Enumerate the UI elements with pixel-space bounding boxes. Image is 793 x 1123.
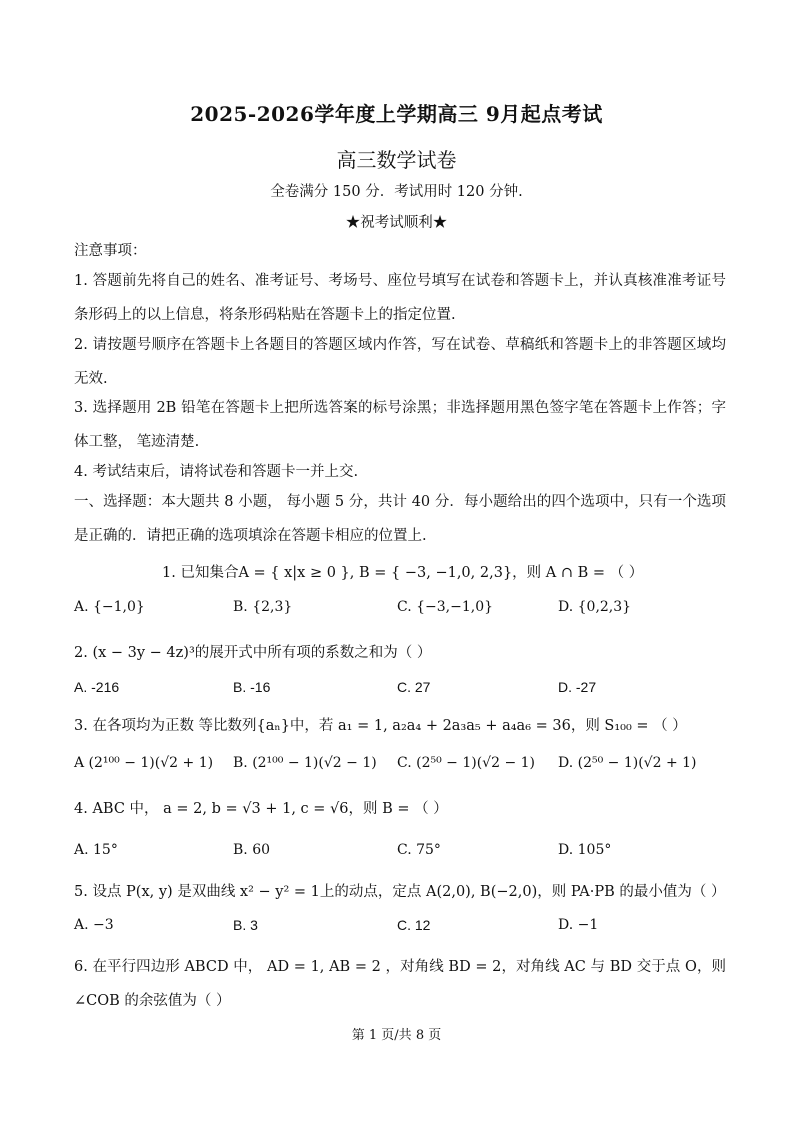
page-footer: 第 1 页/共 8 页 xyxy=(351,1028,442,1043)
q1-option-a: A. {−1,0} xyxy=(74,599,145,615)
question-5-stem: 5. 设点 P(x, y) 是双曲线 x² − y² = 1上的动点，定点 A(2,0), B(−2,0)，则 PA·PB 的最小值为（ ） xyxy=(74,884,726,900)
note-item-1: 1. 答题前先将自己的姓名、准考证号、考场号、座位号填写在试卷和答题卡上，并认真核准准考证号条形码上的以上信息，将条形码粘贴在答题卡上的指定位置. xyxy=(74,273,726,323)
question-3-stem: 3. 在各项均为正数 等比数列{aₙ}中，若 a₁ = 1, a₂a₄ + 2a₃a₅ + a₄a₆ = 36，则 S₁₀₀ = （ ） xyxy=(74,718,687,734)
note-item-3: 3. 选择题用 2B 铅笔在答题卡上把所选答案的标号涂黑；非选择题用黑色签字笔在答题卡上作答；字体工整， 笔迹清楚. xyxy=(74,400,726,450)
q5-option-b: B. 3 xyxy=(233,917,258,933)
q4-option-a: A. 15° xyxy=(74,842,118,858)
q4-option-c: C. 75° xyxy=(397,842,441,858)
q5-option-a: A. −3 xyxy=(74,917,114,933)
q1-option-c: C. {−3,−1,0} xyxy=(397,599,494,615)
q2-option-a: A. -216 xyxy=(74,679,120,695)
q3-option-c: C. (2⁵⁰ − 1)(√2 − 1) xyxy=(397,755,535,771)
q5-option-d: D. −1 xyxy=(558,917,599,933)
note-item-2: 2. 请按题号顺序在答题卡上各题目的答题区域内作答，写在试卷、草稿纸和答题卡上的非答题区域均无效. xyxy=(74,337,726,387)
q4-option-b: B. 60 xyxy=(233,842,271,858)
q1-option-d: D. {0,2,3} xyxy=(558,599,632,615)
exam-blessing: ★祝考试顺利★ xyxy=(345,215,448,231)
exam-subtitle: 高三数学试卷 xyxy=(336,148,457,172)
question-2-stem: 2. (x − 3y − 4z)³的展开式中所有项的系数之和为（ ） xyxy=(74,645,432,661)
exam-info: 全卷满分 150 分．考试用时 120 分钟. xyxy=(270,184,523,200)
q5-option-c: C. 12 xyxy=(397,917,431,933)
notes-heading: 注意事项： xyxy=(74,243,147,259)
q2-option-d: D. -27 xyxy=(558,679,597,695)
q2-option-b: B. -16 xyxy=(233,679,271,695)
q3-option-d: D. (2⁵⁰ − 1)(√2 + 1) xyxy=(558,755,697,771)
question-6-stem: 6. 在平行四边形 ABCD 中， AD = 1, AB = 2 ，对角线 BD = 2，对角线 AC 与 BD 交于点 O，则 ∠COB 的余弦值为（ ） xyxy=(74,959,726,1009)
question-1-stem: 1. 已知集合A = { x|x ≥ 0 }, B = { −3, −1,0, 2,3}，则 A ∩ B = （ ） xyxy=(162,565,644,581)
q3-option-b: B. (2¹⁰⁰ − 1)(√2 − 1) xyxy=(233,755,377,771)
question-4-stem: 4. ABC 中， a = 2, b = √3 + 1, c = √6，则 B = （ ） xyxy=(74,801,448,817)
q2-option-c: C. 27 xyxy=(397,679,431,695)
q4-option-d: D. 105° xyxy=(558,842,612,858)
exam-title: 2025-2026学年度上学期高三 9月起点考试 xyxy=(190,102,603,126)
note-item-4: 4. 考试结束后，请将试卷和答题卡一并上交. xyxy=(74,464,359,480)
q1-option-b: B. {2,3} xyxy=(233,599,293,615)
q3-option-a: A (2¹⁰⁰ − 1)(√2 + 1) xyxy=(74,755,214,771)
section-intro: 一、选择题：本大题共 8 小题， 每小题 5 分，共计 40 分．每小题给出的四个选项中，只有一个选项是正确的．请把正确的选项填涂在答题卡相应的位置上. xyxy=(74,494,726,544)
